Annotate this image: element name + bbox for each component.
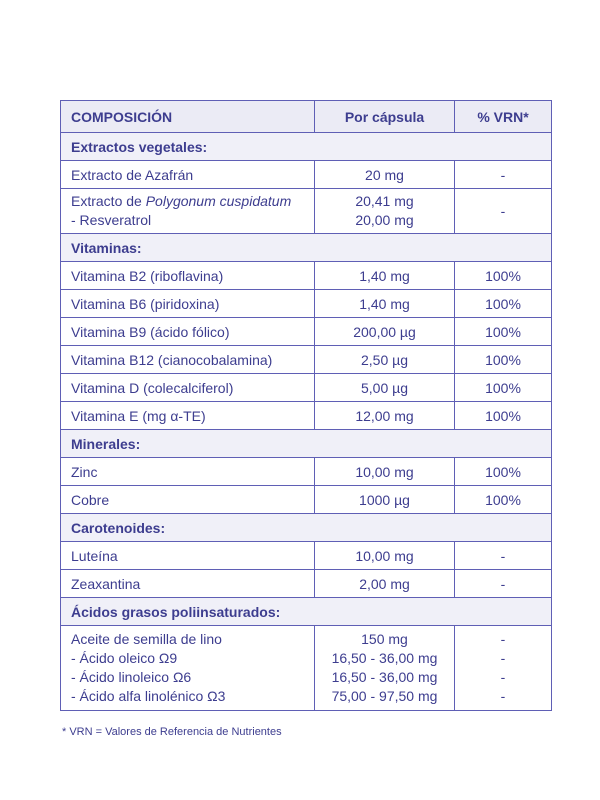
nutrient-name: Zinc	[61, 458, 315, 486]
vrn-line: -	[500, 631, 506, 647]
nutrient-vrn	[455, 626, 552, 711]
value-line: 75,00 - 97,50 mg	[331, 688, 438, 704]
name-line: - Ácido linoleico Ω6	[71, 669, 192, 685]
nutrient-name: Vitamina B6 (piridoxina)	[61, 290, 315, 318]
name-italic: Polygonum cuspidatum	[145, 193, 292, 209]
name-line: - Ácido oleico Ω9	[71, 650, 178, 666]
section-row	[61, 514, 552, 542]
nutrient-name: Vitamina D (colecalciferol)	[61, 374, 315, 402]
section-title-vitamins: Vitaminas:	[61, 234, 552, 262]
table-row	[61, 346, 552, 374]
nutrient-value: 5,00 µg	[315, 374, 455, 402]
nutrient-vrn: 100%	[455, 318, 552, 346]
section-title-fatty-acids: Ácidos grasos poliinsaturados:	[61, 598, 552, 626]
nutrient-value	[315, 626, 455, 711]
value-line: 16,50 - 36,00 mg	[331, 650, 438, 666]
nutrient-name: Extracto de Azafrán	[61, 161, 315, 189]
nutrient-value: 1,40 mg	[315, 290, 455, 318]
table-row	[61, 570, 552, 598]
header-composition: COMPOSICIÓN	[61, 101, 315, 133]
nutrient-value: 12,00 mg	[315, 402, 455, 430]
nutrient-vrn: 100%	[455, 262, 552, 290]
footnote: * VRN = Valores de Referencia de Nutrientes	[62, 726, 282, 738]
nutrient-name: Cobre	[61, 486, 315, 514]
nutrient-name	[61, 189, 315, 234]
nutrient-value: 2,00 mg	[315, 570, 455, 598]
section-row	[61, 133, 552, 161]
nutrient-vrn: 100%	[455, 374, 552, 402]
nutrient-name: Vitamina B9 (ácido fólico)	[61, 318, 315, 346]
nutrient-value: 2,50 µg	[315, 346, 455, 374]
nutrient-vrn: 100%	[455, 290, 552, 318]
table-row	[61, 402, 552, 430]
table-row	[61, 374, 552, 402]
nutrient-value	[315, 189, 455, 234]
nutrient-value: 1,40 mg	[315, 262, 455, 290]
nutrient-name: Zeaxantina	[61, 570, 315, 598]
name-part: Extracto de	[71, 193, 146, 209]
nutrient-value: 20 mg	[315, 161, 455, 189]
nutrient-vrn: 100%	[455, 402, 552, 430]
nutrient-vrn: 100%	[455, 486, 552, 514]
value-line: 20,00 mg	[355, 212, 414, 228]
section-title-minerals: Minerales:	[61, 430, 552, 458]
section-row	[61, 430, 552, 458]
nutrient-vrn: -	[455, 161, 552, 189]
nutrient-vrn: -	[455, 570, 552, 598]
vrn-line: -	[500, 688, 506, 704]
table-row	[61, 262, 552, 290]
composition-table	[60, 100, 552, 711]
nutrient-value: 200,00 µg	[315, 318, 455, 346]
section-row	[61, 234, 552, 262]
header-vrn: % VRN*	[455, 101, 552, 133]
table-row	[61, 161, 552, 189]
name-line: Aceite de semilla de lino	[71, 631, 222, 647]
value-line: 20,41 mg	[355, 193, 414, 209]
nutrient-value: 10,00 mg	[315, 542, 455, 570]
name-sub: - Resveratrol	[71, 212, 152, 228]
table-row	[61, 290, 552, 318]
nutrient-name: Vitamina E (mg α-TE)	[61, 402, 315, 430]
nutrient-name	[61, 626, 315, 711]
nutrient-name: Vitamina B2 (riboflavina)	[61, 262, 315, 290]
table-row	[61, 542, 552, 570]
table-row	[61, 626, 552, 711]
header-row	[61, 101, 552, 133]
nutrient-value: 1000 µg	[315, 486, 455, 514]
value-line: 16,50 - 36,00 mg	[331, 669, 438, 685]
nutrient-name: Luteína	[61, 542, 315, 570]
nutrient-vrn: 100%	[455, 346, 552, 374]
nutrient-vrn: -	[455, 189, 552, 234]
vrn-line: -	[500, 669, 506, 685]
section-title-carotenoids: Carotenoides:	[61, 514, 552, 542]
vrn-line: -	[500, 650, 506, 666]
table-row	[61, 486, 552, 514]
nutrient-vrn: -	[455, 542, 552, 570]
section-title-extracts: Extractos vegetales:	[61, 133, 552, 161]
name-line: - Ácido alfa linolénico Ω3	[71, 688, 226, 704]
table-row	[61, 189, 552, 234]
table-row	[61, 458, 552, 486]
header-per-capsule: Por cápsula	[315, 101, 455, 133]
table-row	[61, 318, 552, 346]
value-line: 150 mg	[361, 631, 408, 647]
nutrient-vrn: 100%	[455, 458, 552, 486]
section-row	[61, 598, 552, 626]
nutrient-value: 10,00 mg	[315, 458, 455, 486]
nutrient-name: Vitamina B12 (cianocobalamina)	[61, 346, 315, 374]
